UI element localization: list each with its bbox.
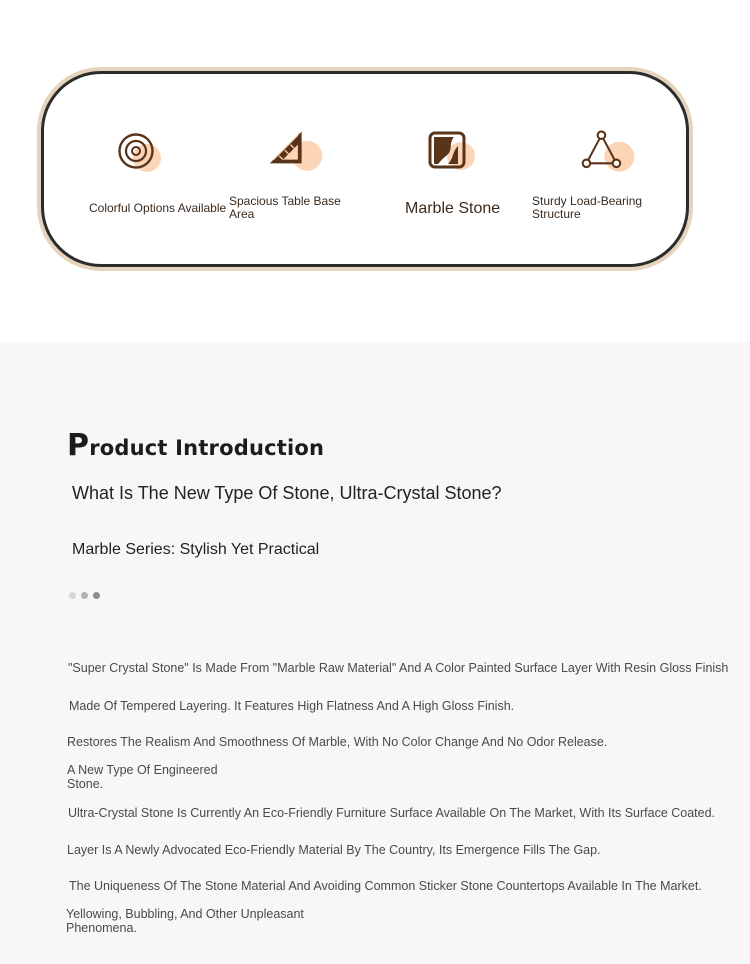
ruler-triangle-icon (266, 128, 326, 178)
description-line-8a: Yellowing, Bubbling, And Other Unpleasant (66, 907, 304, 921)
section-title (67, 428, 324, 463)
description-line-3: Restores The Realism And Smoothness Of Marble, With No Color Change And No Odor Release. (67, 735, 608, 749)
feature-label: Colorful Options Available (89, 201, 227, 215)
feature-label-line1: Spacious Table Base (229, 194, 341, 208)
target-rings-icon (113, 128, 173, 178)
description-line-4a: A New Type Of Engineered (67, 763, 218, 777)
description-line-4b: Stone. (67, 777, 104, 791)
marble-slab-icon (424, 128, 484, 178)
description-line-1: "Super Crystal Stone" Is Made From "Marble Raw Material" And A Color Painted Surface Layer With Resin Gloss Finish (68, 661, 729, 675)
description-line-5: Ultra-Crystal Stone Is Currently An Eco-Friendly Furniture Surface Available On The Market, With Its Surface Coated. (68, 806, 716, 820)
title-initial: P (67, 428, 90, 463)
description-line-6: Layer Is A Newly Advocated Eco-Friendly Material By The Country, Its Emergence Fills The Gap. (67, 843, 601, 857)
carousel-dot-1[interactable] (69, 592, 76, 599)
description-line-7: The Uniqueness Of The Stone Material And Avoiding Common Sticker Stone Countertops Available In The Market. (69, 879, 702, 893)
carousel-dots (69, 592, 100, 599)
features-section (0, 0, 750, 342)
feature-label-line1: Sturdy Load-Bearing (532, 194, 643, 208)
feature-label-line2: Area (229, 207, 255, 221)
description-line-8b: Phenomena. (66, 921, 137, 935)
description-line-2: Made Of Tempered Layering. It Features High Flatness And A High Gloss Finish. (69, 699, 515, 713)
triangle-nodes-icon (578, 128, 638, 178)
title-rest: roduct Introduction (89, 436, 325, 460)
feature-label-line2: Structure (532, 207, 581, 221)
feature-label: Marble Stone (405, 200, 501, 217)
main-question: What Is The New Type Of Stone, Ultra-Crystal Stone? (72, 483, 502, 503)
series-subtitle: Marble Series: Stylish Yet Practical (72, 541, 320, 558)
carousel-dot-2[interactable] (81, 592, 88, 599)
carousel-dot-3[interactable] (93, 592, 100, 599)
